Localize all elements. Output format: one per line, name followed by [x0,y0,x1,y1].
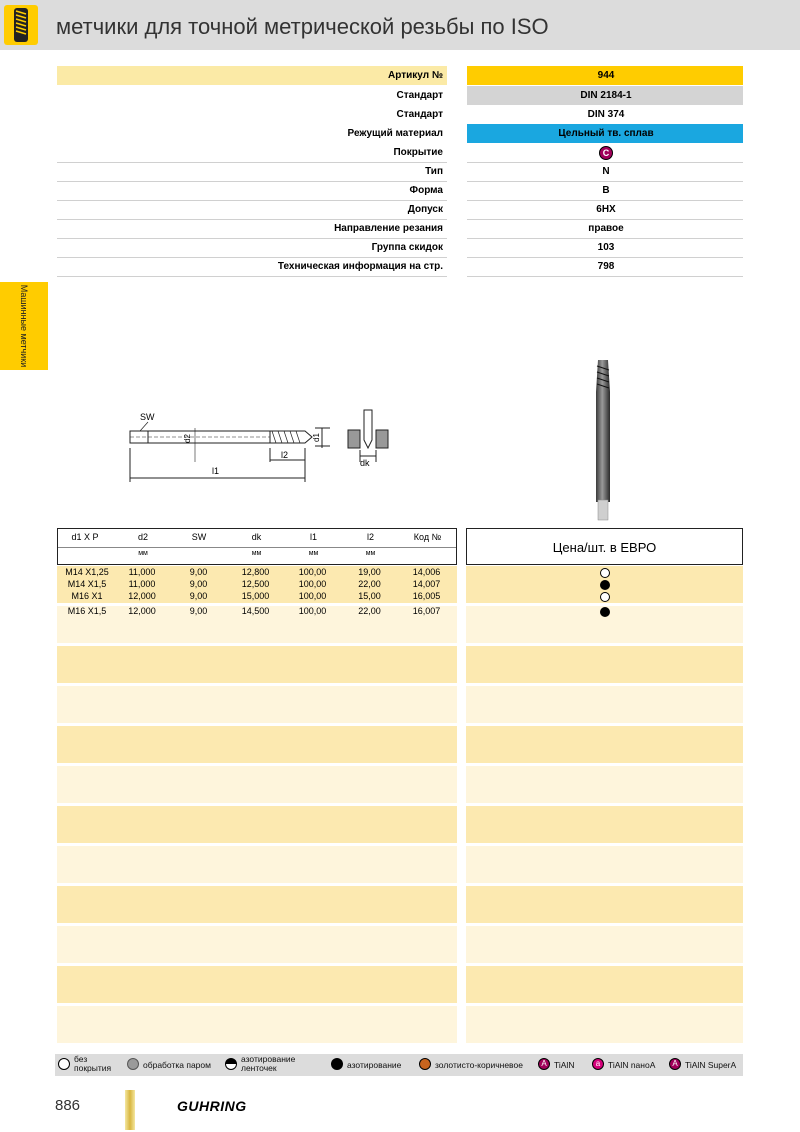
cell-l2: 15,00 [358,591,381,601]
band [57,806,457,843]
cell-dk: 14,500 [241,606,270,616]
brand-logo: GUHRING [177,1098,247,1114]
spec-value: Цельный тв. сплав [558,128,654,139]
band [466,926,743,963]
spec-row-discount [57,239,743,257]
legend-label: азотирование [347,1060,402,1070]
cell-l1: 100,00 [298,567,327,577]
label-d2: d2 [182,434,192,443]
spec-row-material [57,125,743,143]
band [466,646,743,683]
cell-code: 14,006 [412,567,441,577]
cell-sw: 9,00 [189,579,208,589]
band [57,1006,457,1043]
header-divider [58,547,456,548]
divider [467,257,743,258]
spec-label: Группа скидок [371,242,443,253]
divider [57,181,447,182]
divider [57,257,447,258]
spec-row-type [57,163,743,181]
spec-label: Стандарт [396,109,443,120]
circle-empty-icon [58,1058,70,1070]
band [57,726,457,763]
cell-d2: 11,000 [128,579,156,589]
band [57,846,457,883]
band [57,926,457,963]
band [57,646,457,683]
spec-value: DIN 374 [587,109,625,120]
label-l2: l2 [281,450,289,460]
col-header: d2 [137,532,148,542]
circle-brown-icon [419,1058,431,1070]
cell-thread: M16 X1 [71,591,103,601]
table-row[interactable] [57,591,743,602]
side-tab-label: Машинные метчики [19,284,29,368]
page-title: метчики для точной метрической резьбы по ISO [56,14,549,39]
spec-value: 798 [597,261,615,272]
divider [467,181,743,182]
cell-l2: 22,00 [358,579,381,589]
spec-value: 6HX [596,204,616,215]
cell-dk: 12,500 [241,579,270,589]
spec-label: Форма [409,185,443,196]
tialn-nano-icon: a [592,1058,604,1070]
col-unit: мм [251,550,262,557]
band [466,766,743,803]
spec-row-techinfo [57,258,743,276]
tap-icon [4,5,38,45]
legend-line: покрытия [74,1063,112,1073]
cell-l2: 22,00 [358,606,381,616]
col-header: d1 X P [71,532,99,542]
spec-label: Артикул № [388,70,443,81]
cell-thread: M14 X1,25 [65,567,109,577]
availability-filled-icon [600,580,610,590]
spec-value: DIN 2184-1 [580,90,632,101]
divider [57,276,447,277]
table-row[interactable] [57,567,743,578]
band [466,966,743,1003]
legend-label [241,1055,295,1073]
spec-row-form [57,182,743,200]
band [466,886,743,923]
cell-l1: 100,00 [298,606,327,616]
col-header: SW [191,532,207,542]
divider [57,200,447,201]
spec-value: N [602,166,610,177]
spec-label: Направление резания [334,223,443,234]
band [466,726,743,763]
table-header [57,528,457,565]
coating-badge-icon [468,144,744,162]
col-unit: мм [365,550,376,557]
spec-label: Режущий материал [347,128,443,139]
tap-photo [588,352,618,524]
legend-label: TiAlN [554,1060,575,1070]
label-l1: l1 [212,466,220,476]
col-header: l1 [309,532,317,542]
legend-line: азотирование [241,1054,296,1064]
cell-d2: 12,000 [128,591,156,601]
spec-row-tolerance [57,201,743,219]
legend-label: золотисто-коричневое [435,1060,523,1070]
tap-drawing [120,400,400,490]
band [57,766,457,803]
divider [467,162,743,163]
spec-row-standard-2 [57,106,743,124]
spec-row-coating [57,144,743,162]
divider [467,200,743,201]
table-row[interactable] [57,606,743,617]
spec-row-article [57,67,743,85]
legend-label: TiAlN SuperA [685,1060,737,1070]
cell-sw: 9,00 [189,591,208,601]
tialn-super-icon: A [669,1058,681,1070]
cell-l1: 100,00 [298,579,327,589]
divider [467,238,743,239]
legend-line: ленточек [241,1063,277,1073]
legend-label: TiAlN naноА [608,1060,656,1070]
spec-label: Стандарт [396,90,443,101]
label-d1: d1 [311,433,321,442]
col-unit: мм [138,550,148,557]
cell-code: 16,005 [412,591,441,601]
band [57,686,457,723]
page-number: 886 [55,1097,81,1114]
availability-open-icon [600,568,610,578]
spec-label: Покрытие [393,147,443,158]
cell-l1: 100,00 [298,591,327,601]
col-header: Код № [413,532,442,542]
spec-label: Допуск [407,204,443,215]
circle-black-icon [331,1058,343,1070]
spec-row-direction [57,220,743,238]
cell-sw: 9,00 [189,567,208,577]
coating-badge-letter: C [599,146,613,160]
col-header: l2 [366,532,374,542]
cell-dk: 12,800 [241,567,270,577]
cell-d2: 11,000 [128,567,156,577]
divider [57,162,447,163]
cell-dk: 15,000 [241,591,270,601]
availability-open-icon [600,592,610,602]
spec-value: 103 [597,242,615,253]
spec-value: 944 [597,70,615,81]
band [466,686,743,723]
cell-thread: M16 X1,5 [67,606,107,616]
band [57,966,457,1003]
table-row[interactable] [57,579,743,590]
band [466,846,743,883]
cell-code: 16,007 [412,606,441,616]
cell-code: 14,007 [412,579,441,589]
cell-thread: M14 X1,5 [67,579,107,589]
spec-label: Техническая информация на стр. [277,261,443,272]
spec-label: Тип [425,166,443,177]
spec-value: правое [588,223,624,234]
circle-half-icon [225,1058,237,1070]
label-sw: SW [140,412,155,422]
col-header: dk [251,532,262,542]
divider [467,276,743,277]
band [466,806,743,843]
divider [57,238,447,239]
legend-line: без [74,1054,88,1064]
legend-label: обработка паром [143,1060,211,1070]
cell-d2: 12,000 [128,606,156,616]
price-header: Цена/шт. в ЕВРО [466,528,743,565]
spec-row-standard [57,87,743,105]
coating-legend [55,1054,743,1076]
divider [57,219,447,220]
side-tab[interactable] [0,282,48,370]
availability-filled-icon [600,607,610,617]
label-dk: dk [360,458,370,468]
band [466,1006,743,1043]
circle-grey-icon [127,1058,139,1070]
legend-label [74,1055,111,1073]
band [57,886,457,923]
tialn-icon: A [538,1058,550,1070]
cell-sw: 9,00 [189,606,208,616]
col-unit: мм [308,550,319,557]
spec-value: B [602,185,610,196]
cell-l2: 19,00 [358,567,381,577]
brand-bar [125,1090,135,1130]
divider [467,219,743,220]
